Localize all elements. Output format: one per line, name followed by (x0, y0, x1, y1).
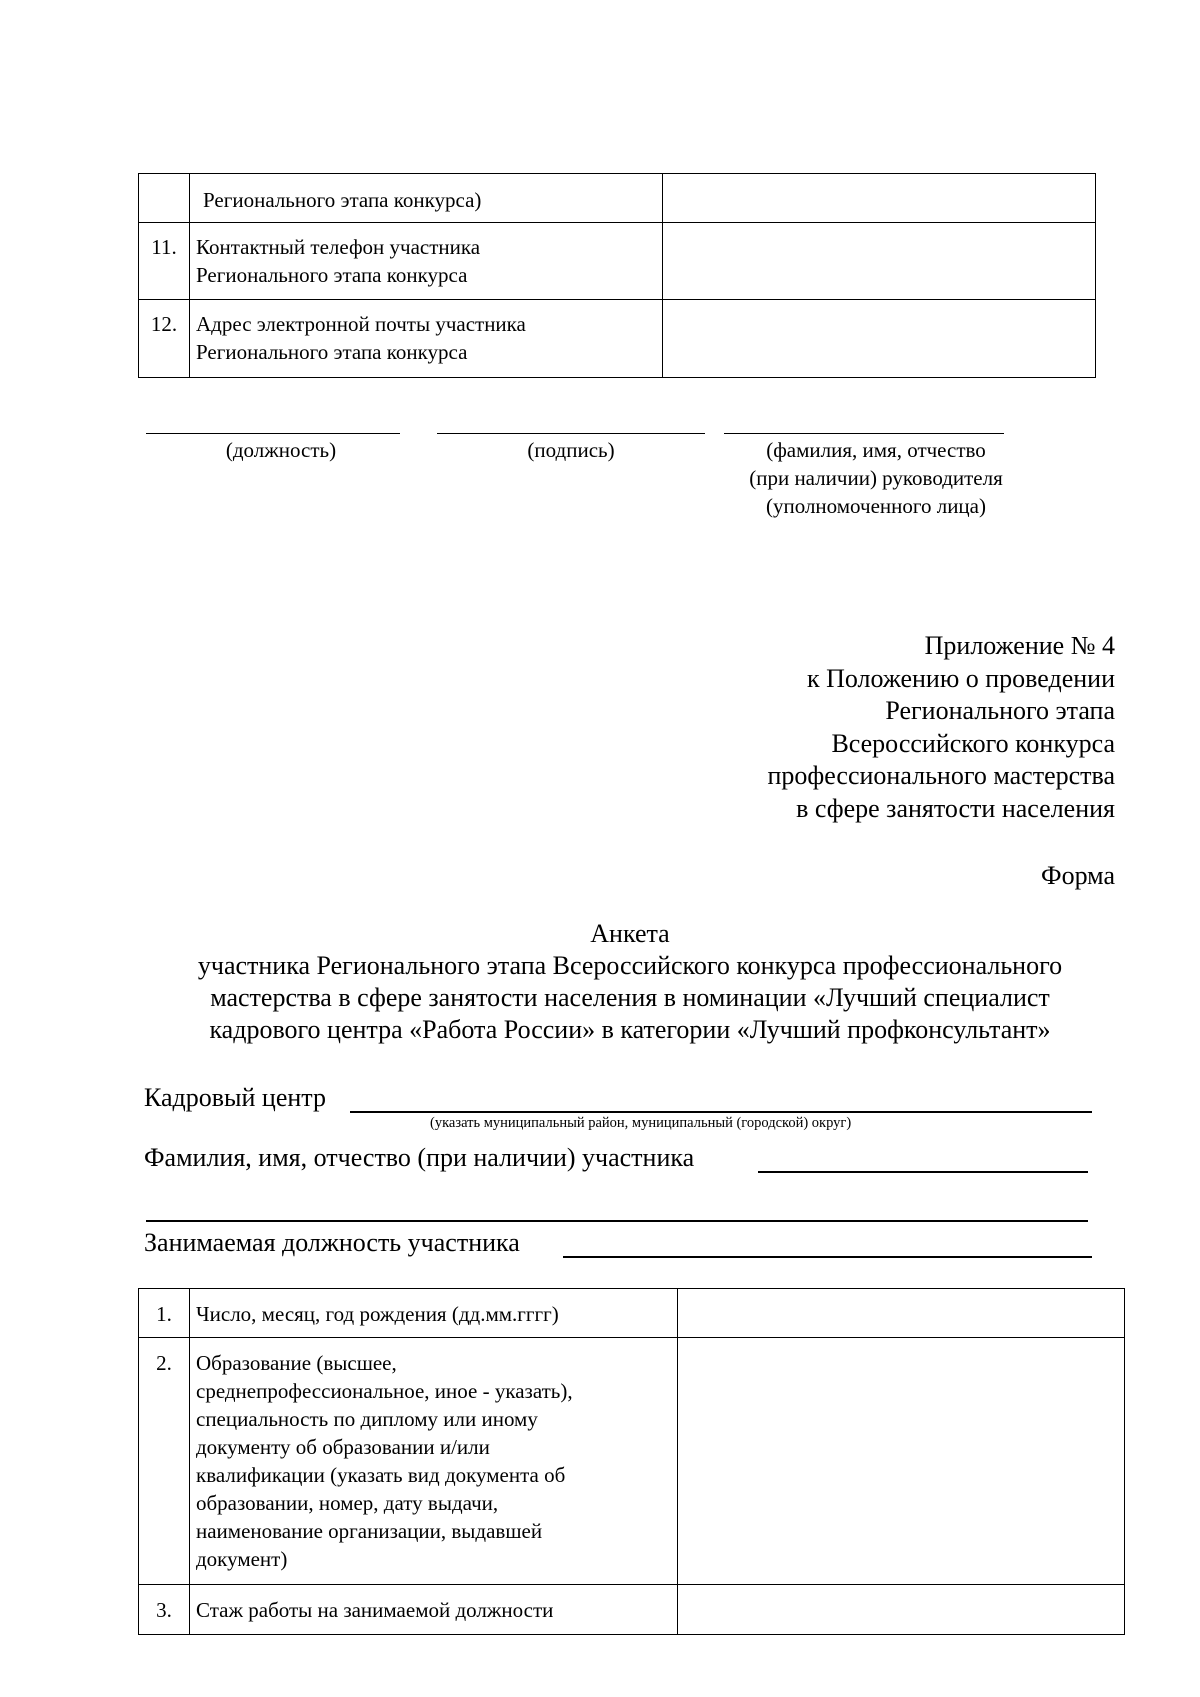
fio-label: Фамилия, имя, отчество (при наличии) участника (144, 1143, 695, 1172)
center-input-line[interactable] (350, 1111, 1092, 1113)
name-signature-line[interactable] (724, 433, 1004, 434)
position-caption: (должность) (225, 438, 337, 462)
row-number: 12. (139, 300, 190, 378)
signature-line[interactable] (437, 433, 705, 434)
row-label: Число, месяц, год рождения (дд.мм.гггг) (190, 1289, 678, 1338)
position-signature-line[interactable] (146, 433, 400, 434)
row-label: Адрес электронной почты участника Регионального этапа конкурса (190, 300, 663, 378)
row-label: Стаж работы на занимаемой должности (190, 1585, 678, 1635)
birth-date-value-cell[interactable] (678, 1289, 1125, 1338)
row-number: 3. (139, 1585, 190, 1635)
table-row (139, 1338, 1125, 1585)
table-row (139, 223, 1096, 300)
email-value-cell[interactable] (663, 300, 1096, 378)
center-label: Кадровый центр (144, 1083, 326, 1112)
fio-input-line[interactable] (758, 1171, 1088, 1173)
education-value-cell[interactable] (678, 1338, 1125, 1585)
table-row (139, 1289, 1125, 1338)
value-cell[interactable] (663, 174, 1096, 223)
center-hint: (указать муниципальный район, муниципальный (городской) округ) (430, 1115, 852, 1131)
name-caption: (фамилия, имя, отчество (при наличии) руководителя (уполномоченного лица) (749, 438, 1003, 518)
work-experience-value-cell[interactable] (678, 1585, 1125, 1635)
position-input-line[interactable] (563, 1256, 1092, 1258)
title-heading: Анкета (590, 919, 670, 948)
row-number (139, 174, 190, 223)
document-title: Анкета участника Регионального этапа Всероссийского конкурса профессионального мастерства в сфере занятости населения в номинации «Лучший специалист кадрового центра «Работа России» в категории «Лучший профконсультант» (150, 918, 1110, 1046)
table-row (139, 174, 1096, 223)
row-number: 2. (139, 1338, 190, 1585)
contact-phone-value-cell[interactable] (663, 223, 1096, 300)
questionnaire-table (138, 1288, 1125, 1635)
position-label: Занимаемая должность участника (144, 1228, 520, 1257)
row-label: Регионального этапа конкурса) (190, 174, 663, 223)
top-table (138, 173, 1096, 378)
table-row (139, 300, 1096, 378)
row-number: 1. (139, 1289, 190, 1338)
signature-caption: (подпись) (527, 438, 615, 462)
form-label: Форма (1041, 861, 1115, 890)
fio-input-line-2[interactable] (146, 1220, 1088, 1222)
row-number: 11. (139, 223, 190, 300)
appendix-header: Приложение № 4 к Положению о проведении Регионального этапа Всероссийского конкурса профессионального мастерства в сфере занятости населения (767, 631, 1115, 823)
row-label: Контактный телефон участника Регионального этапа конкурса (190, 223, 663, 300)
table-row (139, 1585, 1125, 1635)
row-label: Образование (высшее, среднепрофессиональное, иное - указать), специальность по диплому или иному документу об образовании и/или квалификации (указать вид документа об образовании, номер, дату выдачи, наименование организации, выдавшей документ) (190, 1338, 678, 1585)
